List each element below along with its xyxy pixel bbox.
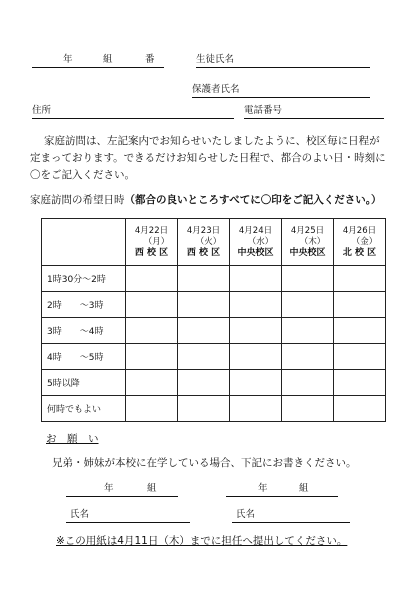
- choice-cell[interactable]: [334, 318, 386, 344]
- phone-field[interactable]: [244, 118, 384, 119]
- request-heading: [30, 193, 382, 207]
- table-row: [42, 370, 386, 396]
- column-date: 4月25日: [290, 225, 325, 236]
- column-district: 中央校区: [289, 247, 326, 258]
- column-date: 4月26日: [342, 225, 377, 236]
- sibling1-name-field[interactable]: [66, 522, 190, 523]
- choice-cell[interactable]: [334, 396, 386, 422]
- column-date: 4月22日: [134, 225, 169, 236]
- request-section-heading: お 願 い: [46, 433, 99, 445]
- class-label: 組: [103, 54, 113, 65]
- time-slot-label: 2時 ～3時: [42, 292, 126, 318]
- choice-cell[interactable]: [230, 370, 282, 396]
- column-header: [230, 219, 282, 266]
- schedule-table: [41, 218, 386, 422]
- choice-cell[interactable]: [334, 266, 386, 292]
- table-row: [42, 396, 386, 422]
- choice-cell[interactable]: [230, 318, 282, 344]
- choice-cell[interactable]: [230, 344, 282, 370]
- choice-cell[interactable]: [282, 344, 334, 370]
- choice-cell[interactable]: [178, 318, 230, 344]
- time-slot-label: 1時30分～2時: [42, 266, 126, 292]
- deadline-note: ※この用紙は4月11日（木）までに担任へ提出してください。: [56, 535, 348, 547]
- choice-cell[interactable]: [178, 370, 230, 396]
- choice-cell[interactable]: [282, 318, 334, 344]
- choice-cell[interactable]: [334, 344, 386, 370]
- column-weekday: （火）: [195, 236, 222, 247]
- column-header: [334, 219, 386, 266]
- time-slot-label: 何時でもよい: [42, 396, 126, 422]
- request-section-text: 兄弟・姉妹が本校に在学している場合、下記にお書きください。: [52, 457, 357, 469]
- choice-cell[interactable]: [282, 396, 334, 422]
- choice-cell[interactable]: [230, 396, 282, 422]
- sibling2-year-label: 年: [258, 483, 268, 494]
- table-row: [42, 292, 386, 318]
- time-slot-label: 4時 ～5時: [42, 344, 126, 370]
- intro-line-2: 定まっております。できるだけお知らせした日程で、都合のよい日・時刻に: [30, 152, 386, 164]
- column-weekday: （木）: [299, 236, 326, 247]
- choice-cell[interactable]: [126, 292, 178, 318]
- column-district: 中央校区: [237, 247, 274, 258]
- intro-line-1: 家庭訪問は、左記案内でお知らせいたしましたように、校区毎に日程が: [44, 135, 380, 147]
- year-label: 年: [63, 54, 73, 65]
- sibling1-year-label: 年: [104, 483, 114, 494]
- table-header-row: [42, 219, 386, 266]
- corner-cell: [42, 219, 126, 266]
- choice-cell[interactable]: [126, 344, 178, 370]
- choice-cell[interactable]: [230, 266, 282, 292]
- choice-cell[interactable]: [282, 370, 334, 396]
- choice-cell[interactable]: [178, 292, 230, 318]
- sibling2-name-field[interactable]: [232, 522, 350, 523]
- choice-cell[interactable]: [126, 318, 178, 344]
- time-slot-label: 5時以降: [42, 370, 126, 396]
- column-header: [282, 219, 334, 266]
- column-date: 4月23日: [186, 225, 221, 236]
- sibling2-name-label: 氏名: [236, 509, 256, 520]
- choice-cell[interactable]: [230, 292, 282, 318]
- request-label: 家庭訪問の希望日時: [30, 194, 125, 206]
- address-field[interactable]: [32, 118, 234, 119]
- student-name-field[interactable]: [196, 67, 370, 68]
- sibling1-class-field[interactable]: [66, 496, 178, 497]
- column-weekday: （月）: [143, 236, 170, 247]
- phone-label: 電話番号: [244, 105, 283, 116]
- column-district: 北 校 区: [342, 247, 377, 258]
- student-name-label: 生徒氏名: [196, 54, 235, 65]
- table-row: [42, 318, 386, 344]
- address-label: 住所: [32, 105, 52, 116]
- column-header: [126, 219, 178, 266]
- sibling1-name-label: 氏名: [70, 509, 90, 520]
- column-date: 4月24日: [238, 225, 273, 236]
- choice-cell[interactable]: [334, 292, 386, 318]
- sibling2-class-label: 組: [299, 483, 309, 494]
- column-district: 西 校 区: [134, 247, 169, 258]
- request-note: （都合の良いところすべてに〇印をご記入ください。）: [124, 194, 382, 206]
- choice-cell[interactable]: [126, 266, 178, 292]
- sibling1-class-label: 組: [147, 483, 157, 494]
- choice-cell[interactable]: [126, 396, 178, 422]
- choice-cell[interactable]: [126, 370, 178, 396]
- table-row: [42, 266, 386, 292]
- column-weekday: （金）: [351, 236, 378, 247]
- choice-cell[interactable]: [334, 370, 386, 396]
- choice-cell[interactable]: [178, 344, 230, 370]
- choice-cell[interactable]: [282, 292, 334, 318]
- number-label: 番: [145, 54, 155, 65]
- guardian-name-label: 保護者氏名: [192, 84, 240, 95]
- choice-cell[interactable]: [178, 396, 230, 422]
- time-slot-label: 3時 ～4時: [42, 318, 126, 344]
- class-underline[interactable]: [32, 67, 164, 68]
- column-weekday: （水）: [247, 236, 274, 247]
- table-row: [42, 344, 386, 370]
- column-header: [178, 219, 230, 266]
- intro-line-3: 〇をご記入ください。: [30, 169, 135, 181]
- column-district: 西 校 区: [186, 247, 221, 258]
- choice-cell[interactable]: [178, 266, 230, 292]
- choice-cell[interactable]: [282, 266, 334, 292]
- sibling2-class-field[interactable]: [226, 496, 338, 497]
- guardian-name-field[interactable]: [192, 97, 370, 98]
